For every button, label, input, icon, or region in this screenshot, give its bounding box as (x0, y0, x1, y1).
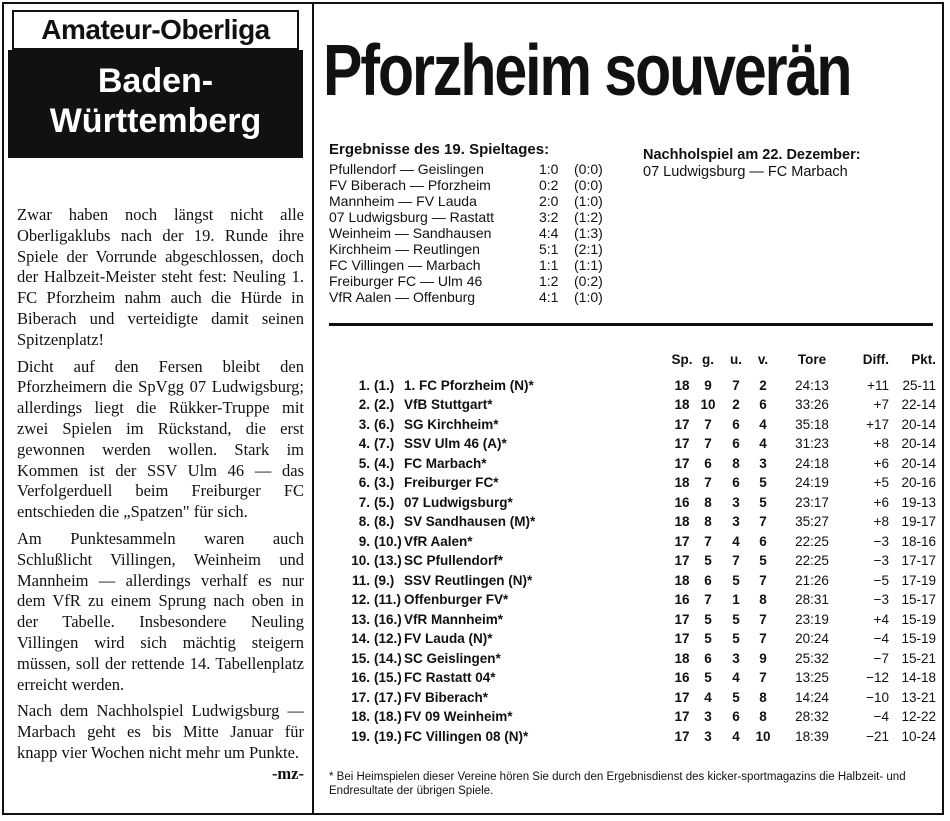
goals: 31:23 (795, 436, 829, 451)
away-team: Geislingen (417, 161, 484, 177)
wins: 9 (704, 377, 712, 393)
result-row (329, 257, 603, 274)
goal-difference: −12 (866, 670, 889, 685)
halftime-score: (1:3) (574, 225, 603, 241)
wins: 7 (704, 416, 712, 432)
away-team: Marbach (426, 257, 481, 273)
team-name: FC Rastatt 04* (404, 670, 496, 685)
section-rule (329, 323, 933, 326)
goal-difference: −4 (873, 631, 889, 646)
games-played: 17 (674, 631, 690, 646)
table-row (330, 512, 936, 532)
previous-rank: (9.) (374, 572, 395, 588)
draws: 8 (732, 455, 740, 471)
goal-difference: +6 (873, 494, 889, 510)
goal-difference: −3 (873, 592, 889, 607)
wins: 3 (704, 709, 712, 724)
rank: 12. (351, 592, 370, 607)
rank: 5. (358, 455, 370, 471)
points: 13-21 (901, 689, 936, 705)
goals: 20:24 (795, 631, 829, 646)
goals: 35:27 (795, 514, 829, 529)
draws: 5 (732, 611, 740, 627)
footnote: * Bei Heimspielen dieser Vereine hören Sie durch den Ergebnisdienst des kicker-sportmagazins die Halbzeit- und Endresultate der übrigen Spiele. (329, 771, 906, 797)
table-row (330, 473, 936, 493)
previous-rank: (17.) (374, 689, 402, 705)
points: 22-14 (901, 397, 936, 412)
games-played: 17 (674, 436, 690, 451)
rank: 16. (351, 670, 370, 685)
points: 20-14 (901, 416, 936, 432)
team-name: VfB Stuttgart* (404, 397, 493, 412)
goals: 14:24 (795, 689, 829, 705)
away-team: Ulm 46 (437, 273, 483, 289)
goal-difference: −4 (873, 709, 889, 724)
home-team: Mannheim (329, 193, 395, 209)
table-row (330, 454, 936, 474)
goal-difference: +8 (873, 436, 889, 451)
final-score: 5:1 (539, 241, 559, 257)
team-name: 1. FC Pforzheim (N)* (404, 377, 534, 393)
rank: 1. (358, 377, 370, 393)
losses: 2 (759, 377, 767, 393)
losses: 4 (759, 436, 767, 451)
paragraph: Zwar haben noch längst nicht alle Oberligaklubs nach der 19. Runde ihre Spiele der Vorrunde abgeschlossen, doch der Halbzeit-Meister steht fest: Neuling 1. FC Pforzheim nahm auch die Hürde in Biberach und verteidigte damit seinen Spitzenplatz! (17, 205, 304, 349)
result-row (329, 177, 603, 194)
final-score: 2:0 (539, 193, 559, 209)
team-name: 07 Ludwigsburg* (404, 494, 513, 510)
rank: 11. (351, 572, 370, 588)
goals: 35:18 (795, 416, 829, 432)
points: 15-19 (901, 631, 936, 646)
table-row (330, 590, 936, 610)
rank: 4. (358, 436, 370, 451)
draws: 7 (732, 553, 740, 568)
team-name: SC Pfullendorf* (404, 553, 504, 568)
goals: 25:32 (795, 650, 829, 666)
games-played: 17 (674, 533, 690, 549)
halftime-score: (0:2) (574, 273, 603, 289)
away-team: Sandhausen (412, 225, 492, 241)
points: 20-14 (901, 455, 936, 471)
table-row (330, 707, 936, 727)
wins: 5 (704, 611, 712, 627)
draws: 6 (732, 416, 740, 432)
previous-rank: (12.) (374, 631, 402, 646)
previous-rank: (19.) (374, 728, 402, 744)
goals: 18:39 (795, 728, 829, 744)
games-played: 18 (674, 572, 690, 588)
losses: 7 (759, 572, 767, 588)
goals: 33:26 (795, 397, 829, 412)
header-sp: Sp. (671, 352, 693, 367)
points: 12-22 (901, 709, 936, 724)
draws: 6 (732, 709, 740, 724)
table-row (330, 532, 936, 552)
away-team: Pforzheim (427, 177, 491, 193)
table-row (330, 610, 936, 630)
table-row (330, 629, 936, 649)
halftime-score: (1:0) (574, 193, 603, 209)
article-body (17, 205, 304, 785)
games-played: 17 (674, 689, 690, 705)
header-pkt: Pkt. (911, 352, 936, 367)
halftime-score: (1:1) (574, 257, 603, 273)
rank: 3. (358, 416, 370, 432)
losses: 7 (759, 514, 767, 529)
result-pairing: Kirchheim — Reutlingen (329, 241, 480, 257)
games-played: 18 (674, 514, 690, 529)
catchup-title: Nachholspiel am 22. Dezember: (643, 147, 861, 163)
draws: 4 (732, 670, 740, 685)
final-score: 0:2 (539, 177, 559, 193)
results-title: Ergebnisse des 19. Spieltages: (329, 141, 550, 158)
rank: 6. (358, 475, 370, 490)
team-name: SSV Reutlingen (N)* (404, 572, 533, 588)
home-team: VfR Aalen (329, 289, 392, 305)
team-name: FV Biberach* (404, 689, 489, 705)
draws: 2 (732, 397, 740, 412)
points: 20-14 (901, 436, 936, 451)
goal-difference: +4 (873, 611, 889, 627)
losses: 7 (759, 631, 767, 646)
wins: 3 (704, 728, 712, 744)
header-tore: Tore (797, 352, 827, 367)
goal-difference: +11 (867, 377, 889, 393)
points: 14-18 (901, 670, 936, 685)
paragraph: Am Punktesammeln waren auch Schlußlicht Villingen, Weinheim und Mannheim — allerdings verhalf es nur dem VfR zu einem Sprung nach oben in der Tabelle. Insbesondere Neuling Villingen wird sich mächtig steigern müssen, soll der rettende 14. Tabellenplatz erreicht werden. (17, 528, 304, 694)
draws: 4 (732, 533, 740, 549)
draws: 5 (732, 572, 740, 588)
losses: 7 (759, 670, 767, 685)
away-team: Offenburg (413, 289, 476, 305)
result-pairing: FC Villingen — Marbach (329, 257, 481, 273)
table-header (330, 350, 936, 370)
goal-difference: −3 (873, 533, 889, 549)
wins: 8 (704, 514, 712, 529)
points: 15-17 (901, 592, 936, 607)
previous-rank: (11.) (374, 592, 402, 607)
table-row (330, 493, 936, 513)
region-line-1: Baden- (97, 62, 214, 100)
team-name: FV Lauda (N)* (404, 631, 493, 646)
games-played: 17 (674, 416, 690, 432)
team-name: Freiburger FC* (404, 475, 499, 490)
header-g: g. (702, 352, 714, 367)
games-played: 16 (674, 592, 690, 607)
losses: 3 (759, 455, 767, 471)
rank: 7. (358, 494, 370, 510)
result-row (329, 289, 603, 306)
table-row (330, 376, 936, 396)
goals: 23:19 (795, 611, 829, 627)
rank: 10. (351, 553, 370, 568)
team-name: SC Geislingen* (404, 650, 501, 666)
wins: 5 (704, 553, 712, 568)
points: 15-19 (901, 611, 936, 627)
result-row (329, 273, 603, 290)
result-pairing: Pfullendorf — Geislingen (329, 161, 484, 177)
previous-rank: (15.) (374, 670, 402, 685)
signature: -mz- (271, 763, 304, 783)
losses: 9 (759, 650, 767, 666)
wins: 7 (704, 436, 712, 451)
home-team: Weinheim (329, 225, 391, 241)
draws: 4 (732, 728, 740, 744)
games-played: 18 (674, 475, 690, 490)
losses: 8 (759, 689, 767, 705)
team-name: Offenburger FV* (404, 592, 509, 607)
goal-difference: +8 (873, 514, 889, 529)
table-row (330, 649, 936, 669)
goal-difference: −5 (873, 572, 889, 588)
goal-difference: +6 (873, 455, 889, 471)
rank: 15. (351, 650, 370, 666)
games-played: 17 (674, 455, 690, 471)
table-row (330, 668, 936, 688)
wins: 10 (700, 397, 716, 412)
goals: 22:25 (795, 533, 829, 549)
losses: 4 (759, 416, 767, 432)
final-score: 1:0 (539, 161, 559, 177)
home-team: FV Biberach (329, 177, 407, 193)
wins: 6 (704, 572, 712, 588)
halftime-score: (0:0) (574, 177, 603, 193)
result-row (329, 241, 603, 258)
halftime-score: (2:1) (574, 241, 603, 257)
losses: 8 (759, 709, 767, 724)
home-team: Kirchheim (329, 241, 392, 257)
goals: 28:32 (795, 709, 829, 724)
away-team: FV Lauda (416, 193, 477, 209)
previous-rank: (14.) (374, 650, 402, 666)
home-team: Pfullendorf (329, 161, 396, 177)
final-score: 1:2 (539, 273, 559, 289)
away-team: Reutlingen (413, 241, 480, 257)
paragraph-text: Nach dem Nachholspiel Ludwigsburg — Marbach geht es bis Mitte Januar für knapp vier Wochen nicht mehr um Punkte. (17, 701, 304, 762)
wins: 8 (704, 494, 712, 510)
points: 17-17 (901, 553, 936, 568)
rank: 8. (358, 514, 370, 529)
losses: 5 (759, 475, 767, 490)
draws: 5 (732, 631, 740, 646)
region-line-2: Württemberg (49, 102, 262, 140)
draws: 6 (732, 436, 740, 451)
draws: 3 (732, 650, 740, 666)
games-played: 16 (674, 670, 690, 685)
team-name: VfR Aalen* (404, 533, 473, 549)
draws: 3 (732, 494, 740, 510)
wins: 7 (704, 592, 712, 607)
table-row (330, 688, 936, 708)
goal-difference: +7 (873, 397, 889, 412)
team-name: FC Villingen 08 (N)* (404, 728, 529, 744)
points: 15-21 (901, 650, 936, 666)
home-team: 07 Ludwigsburg (329, 209, 428, 225)
previous-rank: (10.) (374, 533, 402, 549)
previous-rank: (7.) (374, 436, 395, 451)
wins: 4 (704, 689, 712, 705)
games-played: 17 (674, 728, 690, 744)
losses: 7 (759, 611, 767, 627)
results-list (329, 161, 603, 306)
losses: 8 (759, 592, 767, 607)
goals: 28:31 (795, 592, 829, 607)
points: 18-16 (901, 533, 936, 549)
rank: 9. (358, 533, 370, 549)
previous-rank: (1.) (374, 377, 395, 393)
paragraph (17, 701, 304, 783)
goals: 24:19 (795, 475, 829, 490)
result-pairing: FV Biberach — Pforzheim (329, 177, 491, 193)
goal-difference: −10 (866, 689, 889, 705)
wins: 5 (704, 670, 712, 685)
result-pairing: Weinheim — Sandhausen (329, 225, 492, 241)
result-row (329, 225, 603, 242)
header-diff: Diff. (862, 352, 889, 367)
previous-rank: (8.) (374, 514, 395, 529)
home-team: FC Villingen (329, 257, 405, 273)
result-pairing: VfR Aalen — Offenburg (329, 289, 476, 305)
goal-difference: −3 (873, 553, 889, 568)
result-pairing: Freiburger FC — Ulm 46 (329, 273, 483, 289)
rank: 13. (351, 611, 370, 627)
rank: 18. (351, 709, 370, 724)
losses: 6 (759, 397, 767, 412)
draws: 7 (732, 377, 740, 393)
goal-difference: +17 (866, 416, 889, 432)
team-name: FC Marbach* (404, 455, 487, 471)
draws: 1 (732, 592, 740, 607)
rank: 14. (351, 631, 370, 646)
games-played: 18 (674, 650, 690, 666)
result-row (329, 161, 603, 178)
table-row (330, 395, 936, 415)
rank: 2. (358, 397, 370, 412)
result-row (329, 209, 603, 226)
losses: 6 (759, 533, 767, 549)
wins: 6 (704, 455, 712, 471)
rank: 19. (351, 728, 370, 744)
team-name: SV Sandhausen (M)* (404, 514, 536, 529)
wins: 5 (704, 631, 712, 646)
draws: 3 (732, 514, 740, 529)
table-row (330, 415, 936, 435)
result-row (329, 193, 603, 210)
paragraph: Dicht auf den Fersen bleibt den Pforzheimern die SpVgg 07 Ludwigsburg; allerdings liegt die Rükker-Truppe mit zwei Spielen im Rückstand, die erst gewonnen werden wollen. Stark im Kommen ist der SSV Ulm 46 — das Verfolgerduell beim Freiburger FC entschieden die „Spatzen" für sich. (17, 356, 304, 522)
column-divider (312, 4, 314, 813)
header-u: u. (730, 352, 742, 367)
result-pairing: 07 Ludwigsburg — Rastatt (329, 209, 494, 225)
final-score: 1:1 (539, 257, 559, 273)
games-played: 16 (674, 494, 690, 510)
games-played: 17 (674, 611, 690, 627)
goals: 23:17 (795, 494, 829, 510)
previous-rank: (5.) (374, 494, 395, 510)
region-title (8, 50, 303, 158)
previous-rank: (2.) (374, 397, 395, 412)
points: 19-17 (901, 514, 936, 529)
points: 17-19 (901, 572, 936, 588)
team-name: SG Kirchheim* (404, 416, 499, 432)
previous-rank: (13.) (374, 553, 402, 568)
halftime-score: (1:0) (574, 289, 603, 305)
table-row (330, 727, 936, 747)
team-name: VfR Mannheim* (404, 611, 504, 627)
table-row (330, 551, 936, 571)
previous-rank: (6.) (374, 416, 395, 432)
games-played: 17 (674, 709, 690, 724)
previous-rank: (3.) (374, 475, 395, 490)
points: 19-13 (901, 494, 936, 510)
home-team: Freiburger FC (329, 273, 417, 289)
points: 25-11 (902, 377, 936, 393)
goals: 24:13 (795, 377, 829, 393)
standings-table (330, 350, 936, 746)
games-played: 18 (674, 397, 690, 412)
previous-rank: (16.) (374, 611, 402, 627)
table-row (330, 571, 936, 591)
goals: 22:25 (795, 553, 829, 568)
header-v: v. (757, 352, 769, 367)
away-team: Rastatt (449, 209, 494, 225)
goal-difference: +5 (873, 475, 889, 490)
games-played: 18 (674, 377, 690, 393)
team-name: SSV Ulm 46 (A)* (404, 436, 507, 451)
final-score: 4:4 (539, 225, 559, 241)
final-score: 4:1 (539, 289, 559, 305)
points: 10-24 (901, 728, 936, 744)
losses: 10 (755, 728, 771, 744)
goals: 24:18 (795, 455, 829, 471)
wins: 7 (704, 475, 712, 490)
rank: 17. (351, 689, 370, 705)
previous-rank: (18.) (374, 709, 402, 724)
catchup-block (643, 147, 861, 181)
draws: 5 (732, 689, 740, 705)
previous-rank: (4.) (374, 455, 395, 471)
result-pairing: Mannheim — FV Lauda (329, 193, 477, 209)
goal-difference: −7 (873, 650, 889, 666)
headline: Pforzheim souverän (323, 31, 851, 111)
final-score: 3:2 (539, 209, 559, 225)
goals: 13:25 (795, 670, 829, 685)
draws: 6 (732, 475, 740, 490)
halftime-score: (0:0) (574, 161, 603, 177)
league-label: Amateur-Oberliga (12, 10, 299, 50)
games-played: 17 (674, 553, 690, 568)
goal-difference: −21 (866, 728, 889, 744)
team-name: FV 09 Weinheim* (404, 709, 513, 724)
halftime-score: (1:2) (574, 209, 603, 225)
points: 20-16 (901, 475, 936, 490)
goals: 21:26 (795, 572, 829, 588)
table-row (330, 434, 936, 454)
losses: 5 (759, 553, 767, 568)
wins: 7 (704, 533, 712, 549)
losses: 5 (759, 494, 767, 510)
catchup-match: 07 Ludwigsburg — FC Marbach (643, 164, 848, 180)
wins: 6 (704, 650, 712, 666)
